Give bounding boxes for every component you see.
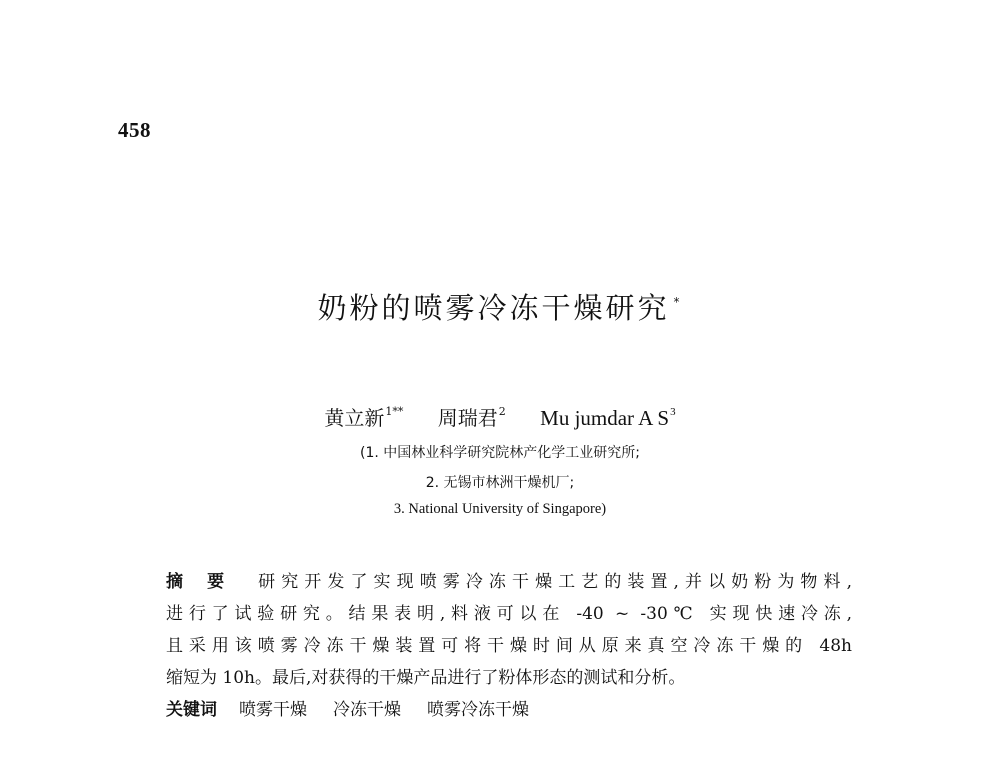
affiliation-3: 3. National University of Singapore) xyxy=(393,501,607,517)
author-affiliation-mark: 3 xyxy=(670,406,676,418)
affiliation-2: 2. 无锡市林洲干燥机厂; xyxy=(425,475,575,491)
abstract-line: 缩短为 10h。最后,对获得的干燥产品进行了粉体形态的测试和分析。 xyxy=(166,668,686,688)
author-2 xyxy=(438,402,506,431)
keywords-line xyxy=(166,694,852,726)
author-list xyxy=(0,402,1000,431)
keywords-label: 关键词 xyxy=(166,700,217,720)
abstract-line xyxy=(166,566,852,598)
author-3 xyxy=(540,406,675,431)
author-name: Mu jumdar A S xyxy=(540,406,670,430)
author-name: 周瑞君 xyxy=(437,406,498,430)
title-footnote-mark: * xyxy=(673,295,683,309)
page-number: 458 xyxy=(118,118,151,142)
author-name: 黄立新 xyxy=(324,406,385,430)
author-1 xyxy=(324,402,403,431)
keyword: 冷冻干燥 xyxy=(333,700,401,720)
title-text: 奶粉的喷雾冷冻干燥研究 xyxy=(317,291,670,325)
author-affiliation-mark: 1** xyxy=(385,405,404,418)
affiliation-1: (1. 中国林业科学研究院林产化学工业研究所; xyxy=(360,445,640,461)
abstract-line: 且采用该喷雾冷冻干燥装置可将干燥时间从原来真空冷冻干燥的 48h xyxy=(166,636,852,656)
abstract-line: 进行了试验研究。结果表明,料液可以在 -40 ~ -30℃ 实现快速冷冻, xyxy=(166,604,852,624)
abstract-text: 研究开发了实现喷雾冷冻干燥工艺的装置,并以奶粉为物料, xyxy=(258,572,852,592)
keyword: 喷雾干燥 xyxy=(239,700,307,720)
abstract-section xyxy=(166,566,852,726)
keyword: 喷雾冷冻干燥 xyxy=(427,700,529,720)
abstract-label: 摘要 xyxy=(166,572,249,592)
author-affiliation-mark: 2 xyxy=(498,405,506,418)
paper-title xyxy=(0,286,1000,327)
